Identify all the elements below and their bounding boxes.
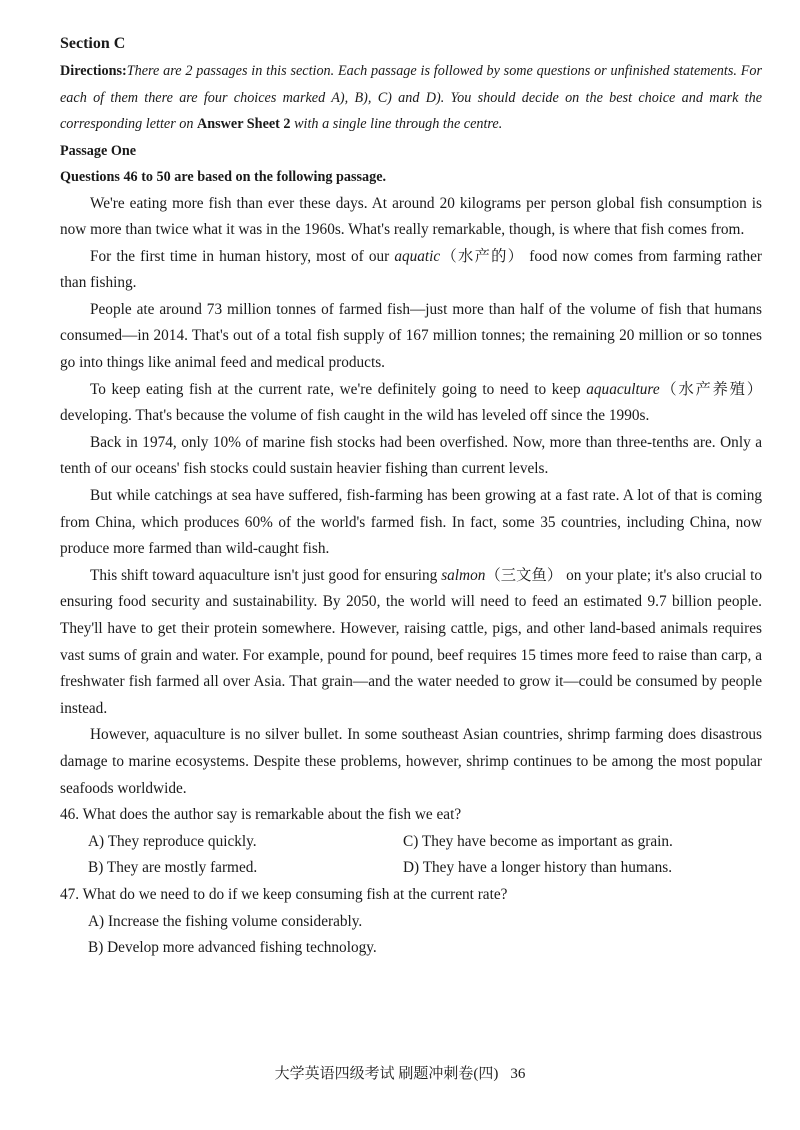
paragraph-text: This shift toward aquaculture isn't just good for ensuring <box>90 566 442 584</box>
passage-label: Passage One <box>60 142 137 159</box>
directions <box>60 58 762 138</box>
paragraph-text: （三文鱼） on your plate; it's also crucial to ensuring food security and sustainability. By 2050, the world will need to feed an estimated 9.7 billion people. They'll have to get their protein somewhere. However, raising cattle, pigs, and other land-based animals requires vast sums of grain and water. For example, pound for pound, beef requires 15 times more feed to raise than carp, a freshwater fish farmed all over Asia. That grain—and the water needed to grow it—could be consumed by people instead. <box>60 566 763 717</box>
answer-sheet-label: Answer Sheet 2 <box>197 116 291 132</box>
page-number: 36 <box>510 1066 526 1082</box>
paragraph-text: However, aquaculture is no silver bullet. In some southeast Asian countries, shrimp farming does disastrous damage to marine ecosystems. Despite these problems, however, shrimp continues to be among the most popular seafoods worldwide. <box>60 726 762 797</box>
questions-intro: Questions 46 to 50 are based on the following passage. <box>60 169 387 185</box>
q46-option-d: D) They have a longer history than humans. <box>403 859 673 877</box>
paragraph-5 <box>60 430 762 483</box>
paragraph-1 <box>60 191 762 244</box>
paragraph-6 <box>60 483 762 563</box>
paragraph-8 <box>60 722 762 802</box>
paragraph-text: But while catchings at sea have suffered, fish-farming has been growing at a fast rate. A lot of that is coming from China, which produces 60% of the world's farmed fish. In fact, some 35 countries, including China, now produce more farmed than wild-caught fish. <box>60 487 762 558</box>
paragraph-3 <box>60 297 762 377</box>
paragraph-text: （水产的） food now comes from farming rather than fishing. <box>60 247 762 292</box>
term-aquatic: aquatic <box>394 247 441 265</box>
directions-text: There are 2 passages in this section. Each passage is followed by some questions or unfinished statements. For each of them there are four choices marked A), B), C) and D). You should decide on the best choice and mark the corresponding letter on <box>60 63 762 132</box>
paragraph-text: To keep eating fish at the current rate, we're definitely going to need to keep <box>90 380 587 398</box>
section-title: Section C <box>60 35 126 52</box>
q46-option-a: A) They reproduce quickly. <box>88 832 257 850</box>
paragraph-4 <box>60 377 762 430</box>
directions-text-end: with a single line through the centre. <box>290 116 503 132</box>
paragraph-text: We're eating more fish than ever these days. At around 20 kilograms per person global fish consumption is now more than twice what it was in the 1960s. What's really remarkable, though, is where that fish comes from. <box>60 194 762 239</box>
question-47-stem: 47. What do we need to do if we keep consuming fish at the current rate? <box>60 885 508 903</box>
directions-lead: Directions: <box>60 63 127 79</box>
question-46-options <box>60 829 762 882</box>
q47-option-b: B) Develop more advanced fishing technology. <box>88 939 377 957</box>
paragraph-7 <box>60 563 762 723</box>
term-aquaculture: aquaculture <box>586 380 660 398</box>
question-46-stem: 46. What does the author say is remarkable about the fish we eat? <box>60 806 462 824</box>
term-salmon: salmon <box>441 566 486 584</box>
q46-option-c: C) They have become as important as grain. <box>403 832 673 850</box>
q47-option-a: A) Increase the fishing volume considerably. <box>88 912 363 930</box>
footer-title: 大学英语四级考试 刷题冲刺卷(四) <box>274 1066 499 1082</box>
paragraph-text: Back in 1974, only 10% of marine fish stocks had been overfished. Now, more than three-tenths are. Only a tenth of our oceans' fish stocks could sustain heavier fishing than current levels. <box>60 433 762 478</box>
paragraph-text: People ate around 73 million tonnes of farmed fish—just more than half of the volume of fish that humans consumed—in 2014. That's out of a total fish supply of 167 million tonnes; the remaining 20 million or so tonnes go into things like animal feed and medical products. <box>60 300 762 372</box>
q46-option-b: B) They are mostly farmed. <box>88 859 258 877</box>
page-footer <box>0 1064 800 1084</box>
paragraph-text: （水产养殖） developing. That's because the volume of fish caught in the wild has leveled off since the 1990s. <box>60 380 762 425</box>
paragraph-text: For the first time in human history, most of our <box>90 247 395 265</box>
paragraph-2 <box>60 244 762 297</box>
